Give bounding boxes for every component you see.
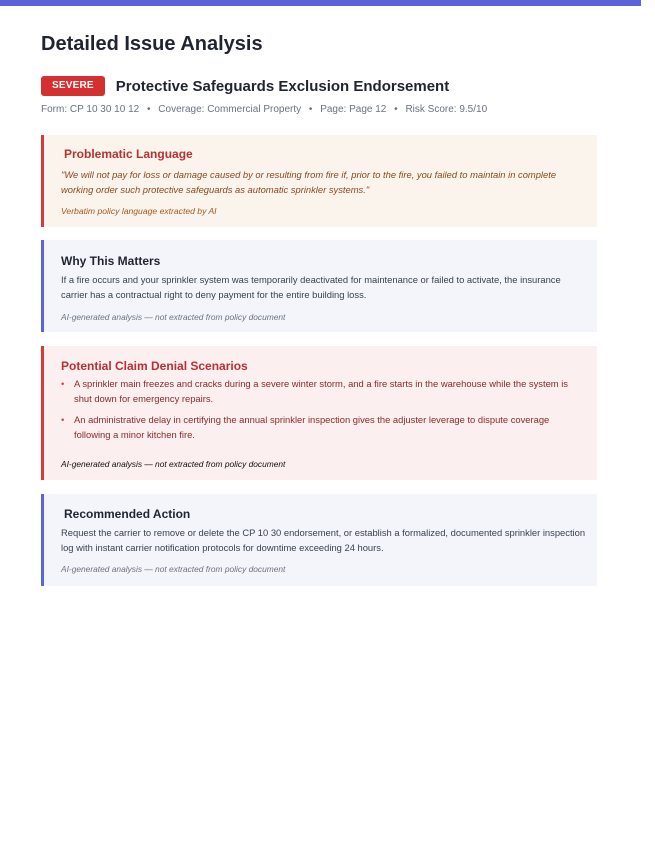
issue-title: Protective Safeguards Exclusion Endorsement <box>115 77 450 95</box>
issue-header <box>41 76 449 96</box>
scenario-text: A sprinkler main freezes and cracks during a severe winter storm, and a fire starts in the warehouse while the system is shut down for emergency repairs. <box>74 378 568 404</box>
claim-denial-scenarios-card <box>41 346 597 480</box>
severity-badge: SEVERE <box>41 76 105 96</box>
ai-analysis-note: AI-generated analysis — not extracted from policy document <box>61 312 286 322</box>
extraction-note: Verbatim policy language extracted by AI <box>61 206 217 216</box>
meta-page: Page: Page 12 <box>320 104 387 115</box>
why-this-matters-body: If a fire occurs and your sprinkler system was temporarily deactivated for maintenance or failed to activate, the insurance carrier has a contractual right to deny payment for the entire building loss. <box>61 274 561 300</box>
scenario-text: An administrative delay in certifying the annual sprinkler inspection gives the adjuster leverage to dispute coverage following a minor kitchen fire. <box>74 414 550 440</box>
scenario-item <box>61 376 583 406</box>
recommended-action-card <box>41 494 597 586</box>
problematic-language-heading: Problematic Language <box>64 147 193 161</box>
meta-form: Form: CP 10 30 10 12 <box>41 104 140 115</box>
top-accent-bar <box>0 0 641 6</box>
why-this-matters-heading: Why This Matters <box>61 254 161 268</box>
meta-separator: • <box>308 104 313 115</box>
bullet-icon: • <box>61 414 65 425</box>
ai-analysis-note: AI-generated analysis — not extracted from policy document <box>61 459 286 469</box>
page-title: Detailed Issue Analysis <box>41 33 263 55</box>
why-this-matters-card <box>41 240 597 332</box>
scenario-item <box>61 412 583 442</box>
ai-analysis-note: AI-generated analysis — not extracted from policy document <box>61 564 286 574</box>
problematic-language-card <box>41 135 597 227</box>
issue-meta <box>41 104 487 115</box>
meta-coverage: Coverage: Commercial Property <box>158 104 302 115</box>
recommended-action-body: Request the carrier to remove or delete the CP 10 30 endorsement, or establish a formalized, documented sprinkler inspection log with instant carrier notification protocols for downtime exceeding 24 hours. <box>61 527 586 553</box>
meta-risk-score: Risk Score: 9.5/10 <box>405 104 488 115</box>
policy-quote: "We will not pay for loss or damage caused by or resulting from fire if, prior to the fire, you failed to maintain in complete working order such protective safeguards as automatic sprinkler systems." <box>61 169 557 195</box>
recommended-action-heading: Recommended Action <box>64 507 191 521</box>
meta-separator: • <box>146 104 151 115</box>
meta-separator: • <box>394 104 398 115</box>
bullet-icon: • <box>61 378 65 389</box>
claim-denial-heading: Potential Claim Denial Scenarios <box>61 359 248 373</box>
scenario-list <box>61 376 583 448</box>
